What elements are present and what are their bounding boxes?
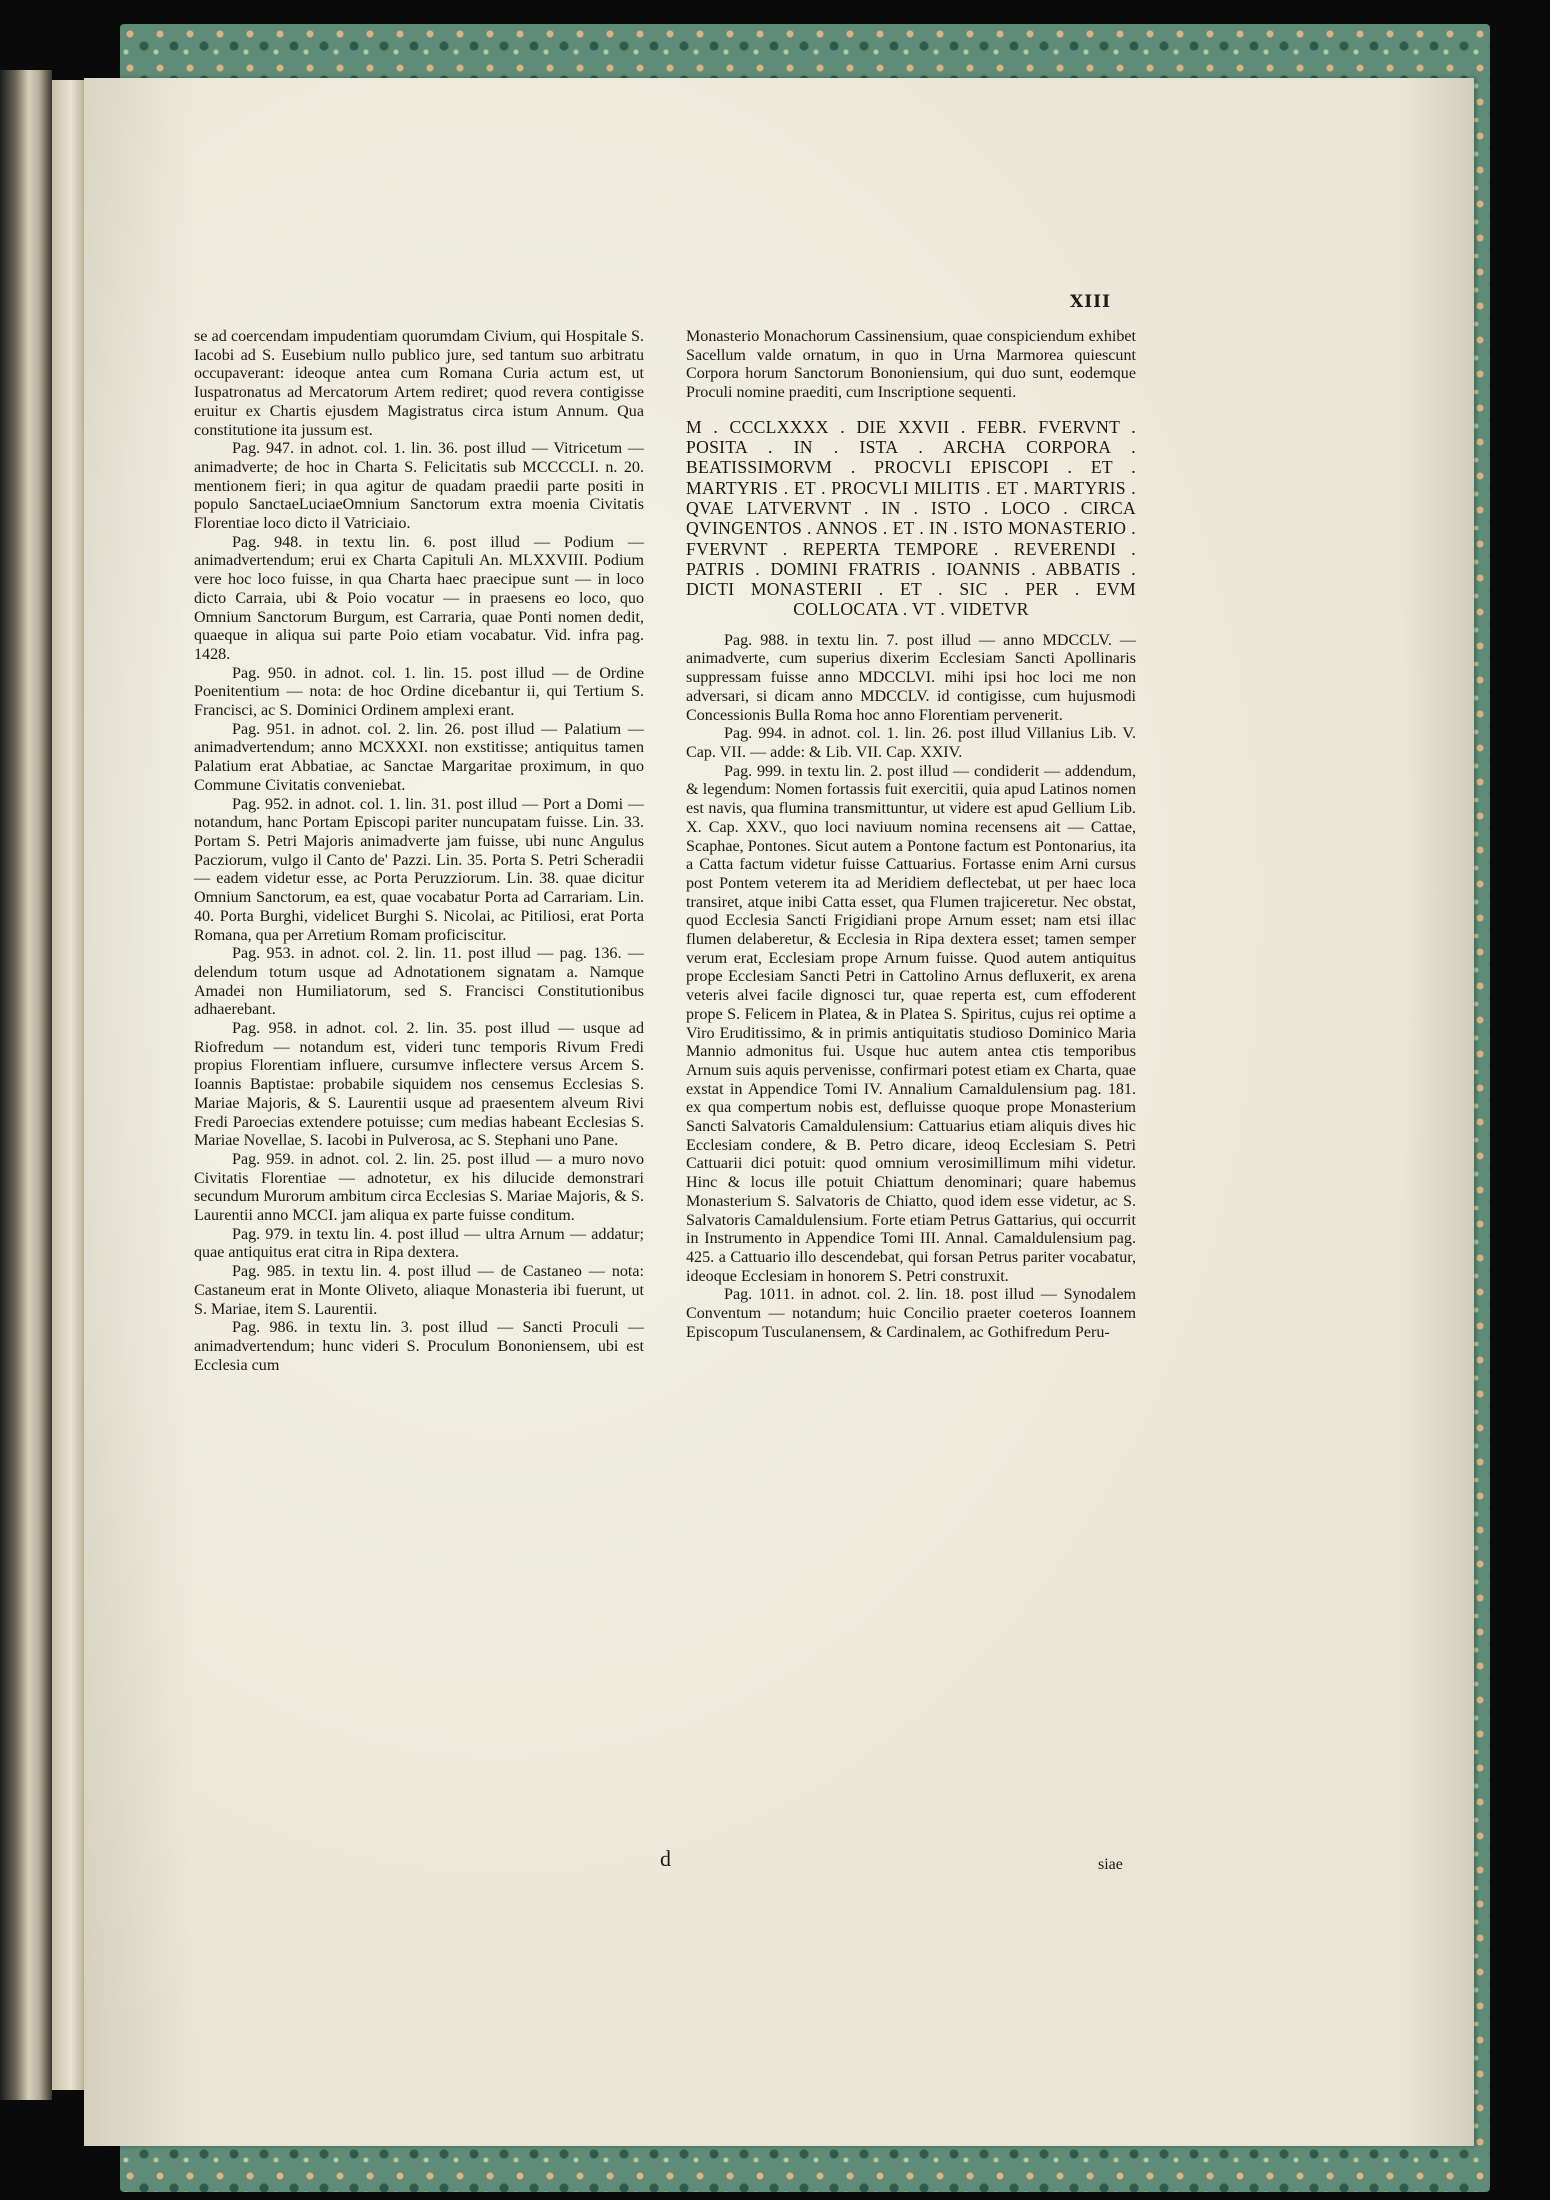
- paragraph: Pag. 951. in adnot. col. 2. lin. 26. post illud — Palatium — animadvertendum; anno MCXXXI. non exstitisse; antiquitus tamen Palatium erat Abbatiae, ac Sanctae Margaritae proximum, in quo Commune Civitatis conveniebat.: [194, 720, 644, 794]
- paragraph: Pag. 979. in textu lin. 4. post illud — ultra Arnum — addatur; quae antiquitus erat citra in Ripa dextera.: [194, 1225, 644, 1262]
- paragraph: Pag. 958. in adnot. col. 2. lin. 35. post illud — usque ad Riofredum — notandum est, videri tunc temporis Rivum Fredi propius Florentiam influere, cursumve inflectere versus Arcem S. Ioannis Baptistae: probabile siquidem nos censemus Ecclesias S. Mariae Majoris, & S. Laurentii usque ad praesentem alveum Rivi Fredi Paroecias extendere potuisse; cum medias habeant Ecclesias S. Mariae Novellae, S. Iacobi in Pulverosa, ac S. Stephani uno Pane.: [194, 1020, 644, 1150]
- paragraph: Pag. 952. in adnot. col. 1. lin. 31. post illud — Port a Domi — notandum, hanc Portam Episcopi pariter nuncupatam fuisse. Lin. 33. Portam S. Petri Majoris animadverte jam fuisse, ubi nunc Angulus Pacziorum, vulgo il Canto de' Pazzi. Lin. 35. Porta S. Petri Scheradii — eadem videtur esse, ac Porta Peruzziorum. Lin. 38. quae dicitur Omnium Sanctorum, ea est, quae vocabatur Porta ad Carrariam. Lin. 40. Porta Burghi, videlicet Burghi S. Nicolai, ac Pitiliosi, erat Porta Romana, qua per Arretium Romam proficiscitur.: [194, 795, 644, 944]
- paragraph: Pag. 1011. in adnot. col. 2. lin. 18. post illud — Synodalem Conventum — notandum; huic Concilio praeter coeteros Ioannem Episcopum Tusculanensem, & Cardinalem, ac Gothifredum Peru-: [686, 1286, 1136, 1341]
- paragraph: Pag. 988. in textu lin. 7. post illud — anno MDCCLV. — animadverte, cum superius dixerim Ecclesiam Sancti Apollinaris suppressam fuisse anno MDCCLVI. mihi ipsi hoc loci me non adversari, si dicam anno MDCCLV. id contigisse, cum hujusmodi Concessionis Bulla Roma hoc anno Florentiam pervenerit.: [686, 631, 1136, 724]
- previous-page-edge: [52, 80, 84, 2090]
- right-column: [686, 328, 1136, 1343]
- paragraph: se ad coercendam impudentiam quorumdam Civium, qui Hospitale S. Iacobi ad S. Eusebium nullo publico jure, sed tantum suo arbitratu occupaverant: ideoque antea cum Romana Curia actum est, ut Iuspatronatus ad Mercatorum Artem rediret; quod revera contigisse eruitur ex Chartis ejusdem Magistratus circa istum Annum. Qua constitutione ita jussum est.: [194, 328, 644, 439]
- left-column: [194, 328, 644, 1375]
- catchword: siae: [1098, 1856, 1123, 1873]
- book-spine: [0, 70, 52, 2100]
- paragraph: Pag. 953. in adnot. col. 2. lin. 11. post illud — pag. 136. — delendum totum usque ad Adnotationem signatam a. Namque Amadei non Humiliatorum, sed S. Francisci Constitutionibus adhaerebant.: [194, 945, 644, 1019]
- paragraph: Pag. 994. in adnot. col. 1. lin. 26. post illud Villanius Lib. V. Cap. VII. — adde: & Lib. VII. Cap. XXIV.: [686, 725, 1136, 761]
- paragraph: Pag. 947. in adnot. col. 1. lin. 36. post illud — Vitricetum — animadverte; de hoc in Charta S. Felicitatis sub MCCCCLI. n. 20. mentionem fieri; in qua agitur de quadam praedii parte positi in populo SanctaeLuciaeOmnium Sanctorum extra moenia Civitatis Florentiae loco dicto il Vatriciaio.: [194, 440, 644, 533]
- paragraph: Pag. 999. in textu lin. 2. post illud — condiderit — addendum, & legendum: Nomen fortassis fuit exercitii, quia apud Latinos nomen est navis, qua flumina transmittuntur, ut videre est apud Gellium Lib. X. Cap. XXV., quo loci naviuum nomina recensens ait — Cattae, Scaphae, Pontones. Sicut autem a Pontone factum est Pontonarius, ita a Catta factum videtur fuisse Cattuarius. Fortasse enim Arni cursus post Pontem veterem ita ad Meridiem deflectebat, ut per haec loca transiret, atque inibi Catta esset, qua Flumen trajiceretur. Nec obstat, quod Ecclesia Sancti Frigidiani prope Arnum esset; nam etsi illac flumen delaberetur, & Ecclesia in Ripa dextera esset; tamen semper verum erat, Ecclesiam prope Arnum fuisse. Quod autem antiquitus prope Ecclesiam Sancti Petri in Cattolino Arnus defluxerit, ex arena veteris alvei facile dignosci tur, quae reperta est, cum effoderent prope S. Felicem in Platea, & in Platea S. Spiritus, cujus rei optime a Viro Eruditissimo, & in primis antiquitatis studioso Dominico Maria Mannio admonitus fui. Usque huc autem antea ctis temporibus Arnum suis aquis pervenisse, confirmari potest etiam ex Charta, quae exstat in Appendice Tomi IV. Annalium Camaldulensium pag. 181. ex qua compertum nobis est, defluisse quoque prope Monasterium Sancti Salvatoris Camaldulensium: Cattuarius etiam aliquis dives hic Ecclesiam condere, & B. Petro dicare, ideoq Ecclesiam S. Petri Cattuarii dici potuit: quod omnium verosimillimum mihi videtur. Hinc & locus ille potuit Chiattum denominari; quare habemus Monasterium S. Salvatoris de Chiatto, quod idem esse videtur, ac S. Salvatoris Camaldulensium. Forte etiam Petrus Gattarius, qui occurrit in Instrumento in Appendice Tomi III. Annal. Camaldulensium pag. 425. a Cattuario illo descendebat, qui forsan Petrus pariter vocabatur, ideoque Ecclesiam in honorem S. Petri construxit.: [686, 762, 1136, 1285]
- inscription: M . CCCLXXXX . DIE XXVII . FEBR. FVERVNT . POSITA . IN . ISTA . ARCHA CORPORA . BEATISSIMORVM . PROCVLI EPISCOPI . ET . MARTYRIS . ET . PROCVLI MILITIS . ET . MARTYRIS . QVAE LATVERVNT . IN . ISTO . LOCO . CIRCA QVINGENTOS . ANNOS . ET . IN . ISTO MONASTERIO . FVERVNT . REPERTA TEMPORE . REVERENDI . PATRIS . DOMINI FRATRIS . IOANNIS . ABBATIS . DICTI MONASTERII . ET . SIC . PER . EVM COLLOCATA . VT . VIDETVR: [686, 416, 1136, 620]
- paragraph: Pag. 986. in textu lin. 3. post illud — Sancti Proculi — animadvertendum; hunc videri S. Proculum Bononiensem, ubi est Ecclesia cum: [194, 1319, 644, 1374]
- page-number: XIII: [1070, 292, 1112, 312]
- paragraph: Pag. 950. in adnot. col. 1. lin. 15. post illud — de Ordine Poenitentium — nota: de hoc Ordine dicebantur ii, qui Tertium S. Francisci, ac S. Dominici Ordinem amplexi erant.: [194, 664, 644, 720]
- paragraph: Pag. 985. in textu lin. 4. post illud — de Castaneo — nota: Castaneum erat in Monte Oliveto, aliaque Monasteria ibi fuerunt, ut S. Mariae, item S. Laurentii.: [194, 1263, 644, 1318]
- signature-mark: d: [660, 1846, 671, 1871]
- paragraph: Pag. 959. in adnot. col. 2. lin. 25. post illud — a muro novo Civitatis Florentiae — adnotetur, ex his dilucide demonstrari secundum Murorum ambitum circa Ecclesias S. Mariae Majoris, & S. Laurentii anno MCCI. jam aliqua ex parte fuisse conditum.: [194, 1150, 644, 1225]
- paragraph: Monasterio Monachorum Cassinensium, quae conspiciendum exhibet Sacellum valde ornatum, in quo in Urna Marmorea quiescunt Corpora horum Sanctorum Bononiensium, qui duo sunt, eodemque Proculi nomine praediti, cum Inscriptione sequenti.: [686, 328, 1136, 402]
- paragraph: Pag. 948. in textu lin. 6. post illud — Podium — animadvertendum; erui ex Charta Capituli An. MLXXVIII. Podium vere hoc loco fuisse, in qua Charta haec praecipue sunt — in loco dicto Carraia, ubi & Poio vocatur — in praesens eo loco, quo Omnium Sanctorum Burgum, est Carraria, quae Ponti nomen dedit, quaeque in aliqua sui parte Poio etiam vocabatur. Vid. infra pag. 1428.: [194, 533, 644, 663]
